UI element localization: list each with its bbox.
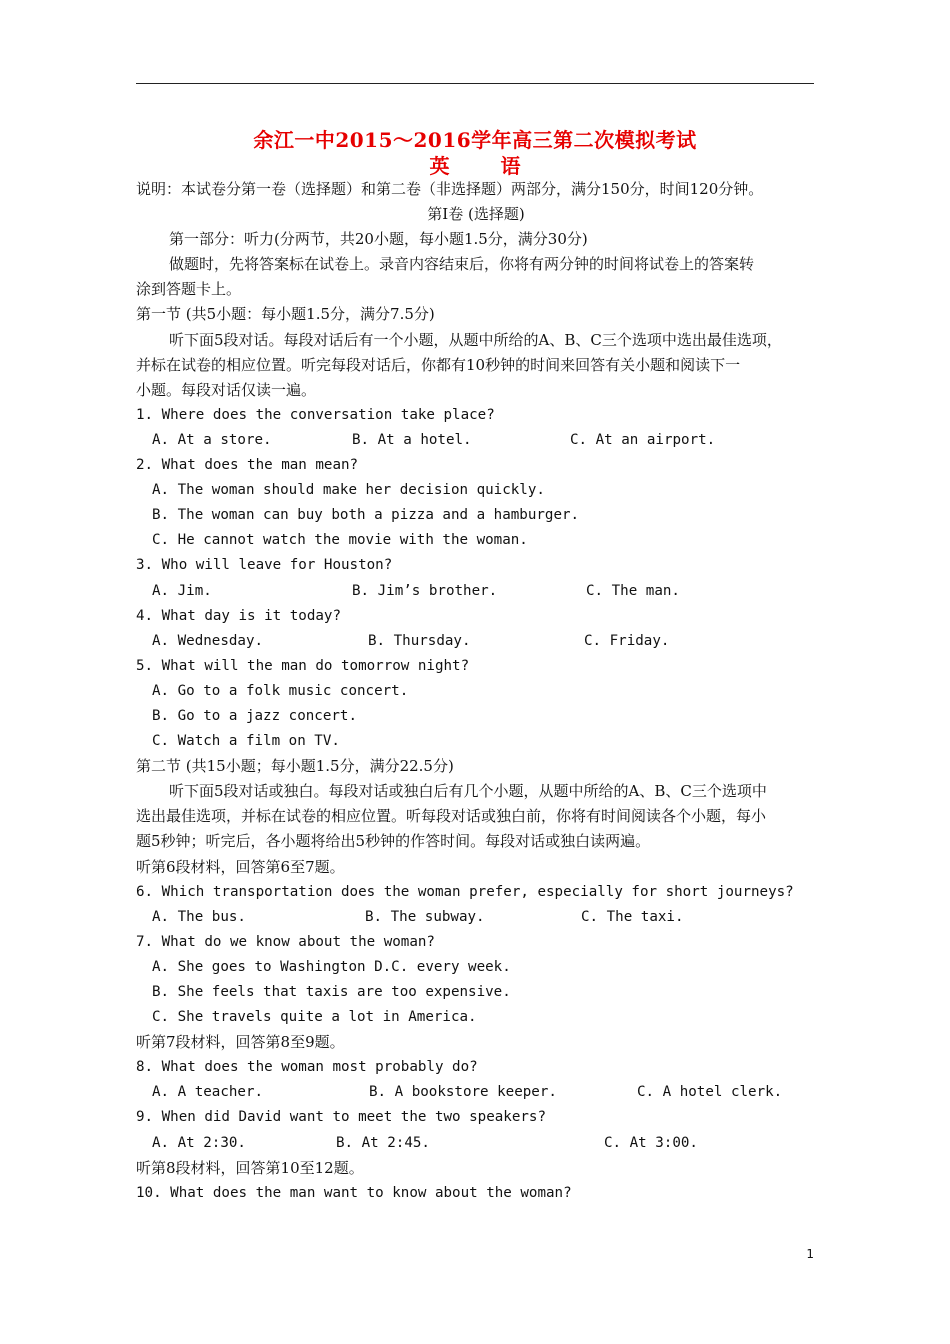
header-rule [136, 83, 814, 84]
intro-text: 说明：本试卷分第一卷（选择题）和第二卷（非选择题）两部分，满分150分，时间120分钟。 [136, 180, 764, 198]
options-9 [136, 1131, 816, 1156]
subject-title: 英 语 [429, 154, 543, 178]
section1-instruction: 听下面5段对话。每段对话后有一个小题，从题中所给的A、B、C三个选项中选出最佳选项， [169, 330, 782, 349]
option-a: A. The bus. [152, 908, 246, 925]
question-1: 1. Where does the conversation take place? [136, 406, 495, 423]
options-1 [136, 428, 816, 453]
part1-instruction-cont: 涂到答题卡上。 [136, 280, 242, 299]
question-5: 5. What will the man do tomorrow night? [136, 657, 470, 674]
page-number: 1 [806, 1247, 814, 1261]
section2-instruction-end: 题5秒钟；听完后，各小题将给出5秒钟的作答时间。每段对话或独白读两遍。 [136, 832, 651, 851]
option-c: C. The taxi. [581, 908, 684, 925]
option-c: C. The man. [586, 582, 680, 599]
section2-heading: 第二节 (共15小题；每小题1.5分，满分22.5分) [136, 757, 454, 776]
option-c: C. A hotel clerk. [637, 1084, 783, 1101]
section2-instruction-cont: 选出最佳选项，并标在试卷的相应位置。听每段对话或独白前，你将有时间阅读各个小题，每小 [136, 807, 767, 826]
material-8-note: 听第8段材料，回答第10至12题。 [136, 1158, 364, 1177]
option-b: B. A bookstore keeper. [369, 1084, 557, 1101]
volume-heading: 第Ⅰ卷 (选择题) [427, 205, 525, 224]
material-7-note: 听第7段材料，回答第8至9题。 [136, 1033, 345, 1052]
question-10: 10. What does the man want to know about the woman? [136, 1184, 572, 1201]
option-a: A. Go to a folk music concert. [152, 682, 409, 699]
option-c: C. At an airport. [570, 431, 716, 448]
option-b: B. The subway. [365, 908, 485, 925]
option-b: B. Thursday. [368, 632, 471, 649]
question-6: 6. Which transportation does the woman prefer, especially for short journeys? [136, 883, 794, 900]
question-2: 2. What does the man mean? [136, 457, 359, 474]
option-b: B. At a hotel. [352, 431, 472, 448]
part1-heading: 第一部分：听力(分两节，共20小题，每小题1.5分，满分30分) [169, 230, 588, 249]
option-c: C. She travels quite a lot in America. [152, 1009, 477, 1026]
part1-instruction: 做题时，先将答案标在试卷上。录音内容结束后，你将有两分钟的时间将试卷上的答案转 [169, 255, 755, 274]
option-b: B. Go to a jazz concert. [152, 707, 357, 724]
material-6-note: 听第6段材料，回答第6至7题。 [136, 857, 345, 876]
question-9: 9. When did David want to meet the two speakers? [136, 1109, 546, 1126]
option-a: A. At 2:30. [152, 1134, 246, 1151]
options-3 [136, 579, 816, 604]
option-b: B. Jim’s brother. [352, 582, 498, 599]
option-a: A. A teacher. [152, 1084, 264, 1101]
exam-title: 余江一中2015～2016学年高三第二次模拟考试 [253, 128, 697, 152]
section1-instruction-end: 小题。每段对话仅读一遍。 [136, 380, 317, 399]
question-3: 3. Who will leave for Houston? [136, 557, 393, 574]
option-c: C. At 3:00. [604, 1134, 698, 1151]
option-a: A. She goes to Washington D.C. every week. [152, 958, 511, 975]
option-a: A. At a store. [152, 431, 272, 448]
option-c: C. He cannot watch the movie with the woman. [152, 532, 528, 549]
exam-content [136, 177, 816, 1206]
option-b: B. She feels that taxis are too expensive. [152, 984, 511, 1000]
question-8: 8. What does the woman most probably do? [136, 1059, 478, 1076]
section1-heading: 第一节 (共5小题：每小题1.5分，满分7.5分) [136, 305, 435, 324]
options-6 [136, 905, 816, 930]
option-a: A. Jim. [152, 582, 212, 599]
option-a: A. The woman should make her decision quickly. [152, 482, 545, 499]
options-8 [136, 1080, 816, 1105]
section2-instruction: 听下面5段对话或独白。每段对话或独白后有几个小题，从题中所给的A、B、C三个选项中 [169, 782, 767, 801]
option-b: B. The woman can buy both a pizza and a hamburger. [152, 507, 580, 524]
question-7: 7. What do we know about the woman? [136, 933, 435, 950]
section1-instruction-cont: 并标在试卷的相应位置。听完每段对话后，你都有10秒钟的时间来回答有关小题和阅读下一 [136, 355, 741, 374]
question-4: 4. What day is it today? [136, 607, 341, 624]
option-a: A. Wednesday. [152, 632, 264, 649]
option-c: C. Friday. [584, 632, 670, 649]
option-c: C. Watch a film on TV. [152, 733, 340, 750]
options-4 [136, 629, 816, 654]
option-b: B. At 2:45. [336, 1134, 430, 1151]
